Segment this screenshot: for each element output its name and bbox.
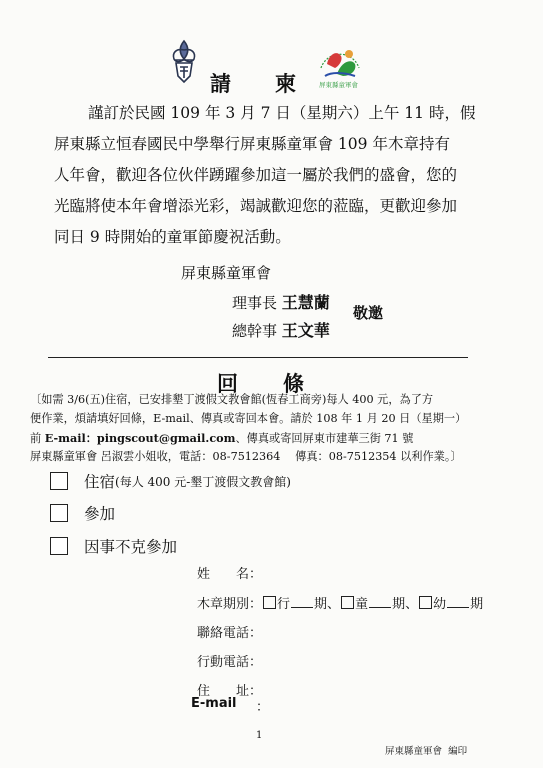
- decline-label: 因事不克參加: [84, 538, 178, 556]
- invitation-line-2: 屏東縣立恒春國民中學舉行屏東縣童軍會 109 年木章持有: [54, 135, 450, 153]
- chair-title: 理事長: [232, 294, 278, 312]
- invitation-line-1: 謹訂於民國 109 年 3 月 7 日（星期六）上午 11 時，假: [88, 104, 476, 122]
- invitation-line-5: 同日 9 時開始的童軍節慶祝活動。: [54, 228, 291, 246]
- email-address: pingscout@gmail.com: [96, 431, 236, 445]
- reply-title-char-1: 回: [217, 371, 238, 396]
- reply-note-line-4: 屏東縣童軍會 呂淑雲小姐收，電話：08-7512364 傳真：08-7512354 以利作業。〕: [30, 450, 462, 463]
- mobile-field-label: 行動電話：: [197, 655, 263, 670]
- period-scout-label: 行: [277, 597, 291, 612]
- period-field: [197, 593, 483, 612]
- page-number: 1: [256, 730, 263, 741]
- email-field-label: E-mail: [191, 696, 237, 711]
- county-scout-council-logo: [313, 34, 367, 92]
- invitation-line-3: 人年會，歡迎各位伙伴踴躍參加這一屬於我們的盛會，您的: [54, 166, 458, 184]
- period-sep-1: 、: [327, 597, 341, 612]
- period-boy-label: 童: [355, 597, 369, 612]
- respect-mark: 敬邀: [353, 304, 384, 322]
- signature-chair: [232, 290, 330, 313]
- email-field: [191, 696, 270, 715]
- email-line-suffix: 、傳真或寄回屏東市建華三街 71 號: [235, 432, 414, 445]
- option-decline[interactable]: [50, 535, 177, 557]
- reply-note-line-1: 〔如需 3/6(五)住宿，已安排墾丁渡假文教會館(恆春工商旁)每人 400 元，為了方: [30, 393, 434, 406]
- attend-checkbox[interactable]: [50, 504, 68, 522]
- email-line-prefix: 前: [30, 432, 42, 445]
- reply-note-line-2: 便作業，煩請填好回條，E-mail、傳真或寄回本會。請於 108 年 1 月 20 日（星期一）: [30, 412, 467, 425]
- period-unit-3: 期: [470, 597, 484, 612]
- county-logo-caption: 屏東縣童軍會: [319, 81, 358, 89]
- lodging-sub: (每人 400 元-墾丁渡假文教會館): [115, 474, 291, 489]
- period-unit-1: 期: [314, 597, 328, 612]
- invitation-line-4: 光臨將使本年會增添光彩，竭誠歡迎您的蒞臨，更歡迎參加: [54, 197, 458, 215]
- period-cub-label: 幼: [433, 597, 447, 612]
- reply-note-line-3: [30, 429, 413, 449]
- signature-org: 屏東縣童軍會: [181, 264, 272, 282]
- period-cub-blank[interactable]: [447, 607, 469, 608]
- footer-print: 編印: [448, 746, 468, 757]
- attend-label: 參加: [84, 505, 116, 523]
- name-field-label: 姓 名：: [197, 567, 263, 582]
- footer-org: 屏東縣童軍會: [385, 746, 443, 757]
- period-boy-checkbox[interactable]: [341, 596, 354, 609]
- email-field-colon: ：: [256, 700, 270, 715]
- option-lodging[interactable]: [50, 470, 291, 492]
- decline-checkbox[interactable]: [50, 537, 68, 555]
- period-sep-2: 、: [405, 597, 419, 612]
- phone-field-label: 聯絡電話：: [197, 626, 263, 641]
- signature-secretary: [232, 318, 330, 341]
- scout-emblem-icon: [169, 38, 199, 88]
- period-scout-blank[interactable]: [291, 607, 313, 608]
- lodging-checkbox[interactable]: [50, 472, 68, 490]
- reply-title-char-2: 條: [283, 371, 304, 396]
- footer-publisher: [385, 743, 467, 757]
- secretary-name: 王文華: [281, 321, 330, 340]
- period-scout-checkbox[interactable]: [263, 596, 276, 609]
- chair-name: 王慧蘭: [281, 293, 330, 312]
- period-field-label: 木章期別：: [197, 597, 263, 612]
- section-divider: [48, 357, 468, 358]
- secretary-title: 總幹事: [232, 322, 278, 340]
- period-cub-checkbox[interactable]: [419, 596, 432, 609]
- period-boy-blank[interactable]: [369, 607, 391, 608]
- address-field-label: 住 址：: [197, 684, 263, 699]
- invitation-title-char-2: 柬: [275, 71, 296, 96]
- period-unit-2: 期: [392, 597, 406, 612]
- invitation-title-char-1: 請: [210, 71, 231, 96]
- option-attend[interactable]: [50, 502, 115, 524]
- email-label: E-mail：: [44, 431, 97, 445]
- lodging-label: 住宿: [84, 473, 116, 491]
